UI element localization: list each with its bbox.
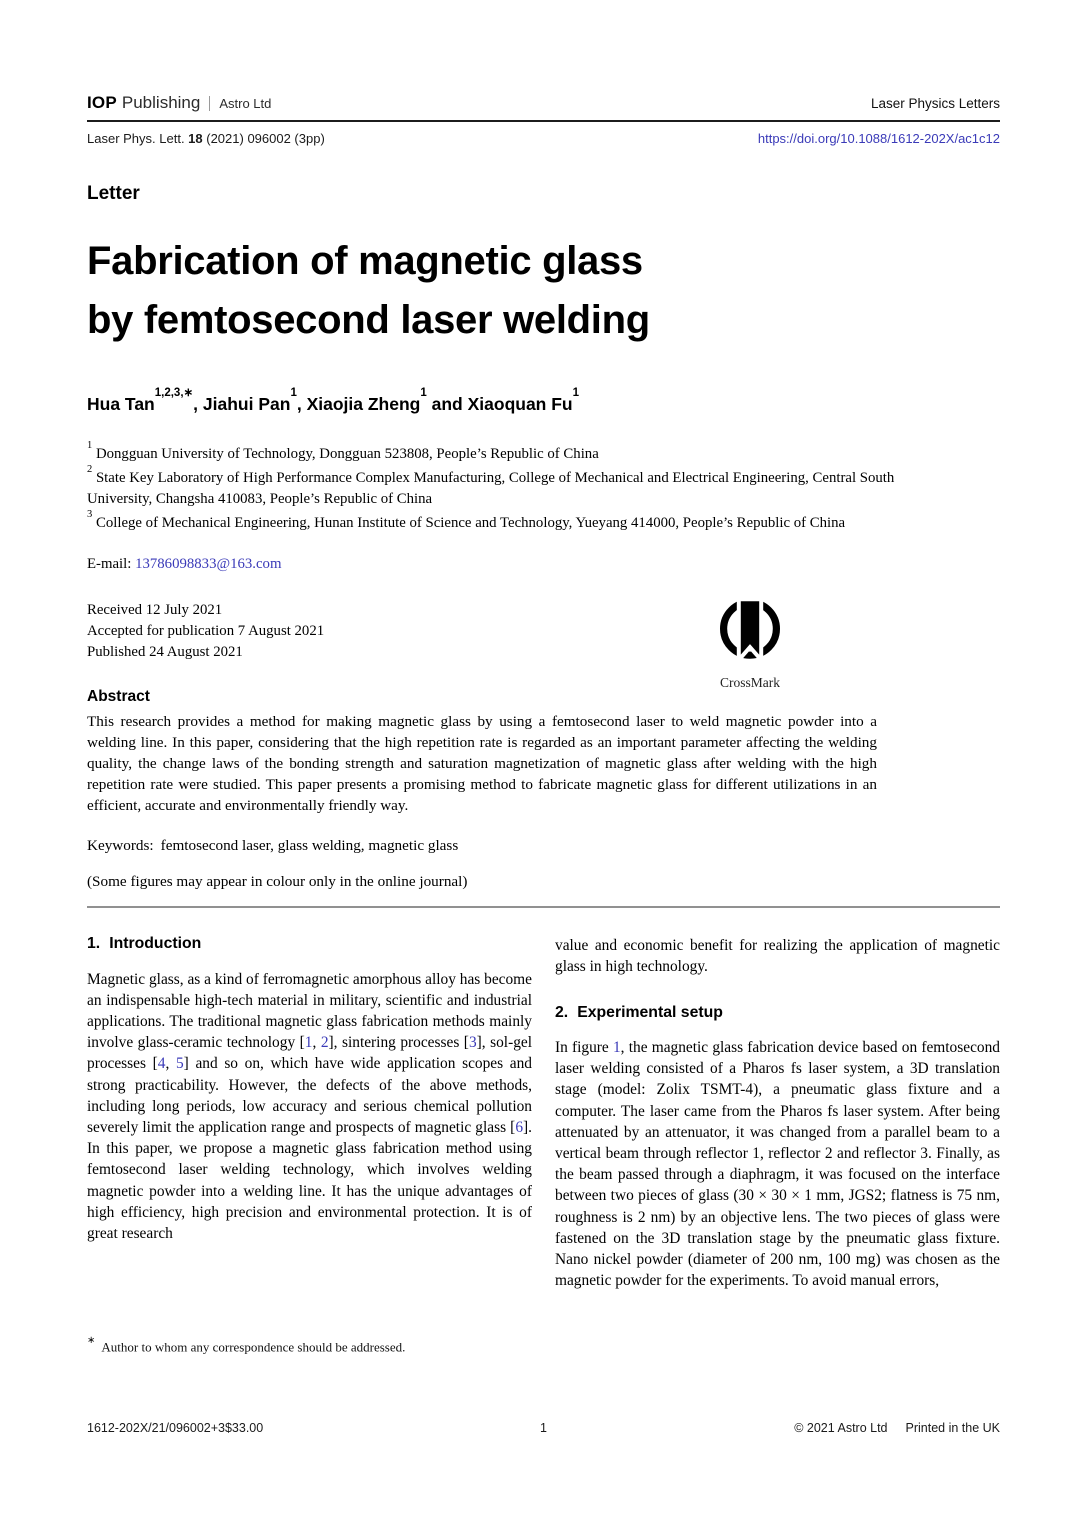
footer-issn-code: 1612-202X/21/096002+3$33.00 (87, 1421, 264, 1435)
reference-link[interactable]: 1 (612, 1039, 621, 1056)
author-affil-marker: 1,2,3,∗ (154, 387, 194, 399)
section-divider-rule (87, 906, 1000, 908)
author-name: Xiaoquan Fu (467, 393, 573, 414)
colour-note: (Some figures may appear in colour only in the online journal) (87, 872, 468, 890)
publisher-logo: IOP (87, 93, 117, 112)
experimental-setup-paragraph: In figure 1, the magnetic glass fabrication device based on femtosecond laser welding consisted of a Pharos fs laser system, a 3D translation stage (model: Zolix TSMT-4), a pneumatic glass fixture and a computer. The laser came from the Pharos fs laser system. After being attenuated by an attenuator, it was changed from a parallel beam to a vertical beam through reflector 1, reflector 2 and reflector 3. Finally, as the beam passed through a diaphragm, it was focused on the interface between two pieces of glass (30 × 30 × 1 mm, JGS2; flatness is 75 nm, roughness is 2 nm) by an objective lens. The two pieces of glass were fastened on the 3D translation stage by the pneumatic glass fixture. Nano nickel powder (diameter of 200 nm, 100 mg) was chosen as the magnetic powder for the experiments. To avoid manual errors, (555, 1039, 1000, 1290)
reference-link[interactable]: 4 (157, 1055, 166, 1073)
abstract-heading: Abstract (87, 687, 150, 705)
reference-link[interactable]: 2 (320, 1034, 329, 1052)
reference-link[interactable]: 3 (468, 1034, 477, 1052)
email-line: E-mail: 13786098833@163.com (87, 555, 282, 572)
author-name: Jiahui Pan (202, 393, 291, 414)
keywords-text: femtosecond laser, glass welding, magnetic glass (160, 836, 459, 854)
keywords-label: Keywords: (87, 836, 154, 854)
author-name: Hua Tan (87, 393, 155, 414)
abstract-text: This research provides a method for making magnetic glass by using a femtosecond laser to weld magnetic powder into a welding line. In this paper, considering that the high repetition rate is regarded as an important parameter affecting the welding quality, the change laws of the bonding strength and saturation magnetization of magnetic glass after welding with the high repetition rate were studied. This paper presents a promising method to fabricate magnetic glass for different utilizations in an efficient, accurate and environmentally friendly way. (87, 712, 877, 814)
masthead (87, 0, 1000, 113)
affiliation: $^1$ Dongguan University of Technology, Dongguan 523808, People’s Republic of China (87, 439, 599, 462)
author-affil-marker: 1 (420, 387, 427, 399)
corresponding-author-footnote: ∗ Author to whom any correspondence should be addressed. (87, 1335, 406, 1355)
accepted-date: Accepted for publication 7 August 2021 (87, 622, 325, 639)
right-column (555, 935, 1000, 1292)
crossmark-icon (710, 595, 790, 669)
reference-link[interactable]: 6 (515, 1119, 524, 1137)
email-link[interactable]: 13786098833@163.com (135, 555, 282, 572)
journal-name: Laser Physics Letters (870, 96, 1000, 111)
reference-link[interactable]: 1 (304, 1034, 313, 1052)
crossmark-badge[interactable] (695, 595, 805, 691)
publisher-name: Publishing (121, 93, 201, 112)
reference-link[interactable]: 5 (175, 1055, 184, 1073)
section-heading-introduction: 1. Introduction (87, 934, 202, 952)
author-list: Hua Tan$^{1,2,3,∗}$, Jiahui Pan$^1$, Xiaojia Zheng$^1$ and Xiaoquan Fu$^1$ (87, 387, 580, 414)
volume-number: 18 (188, 131, 203, 146)
publisher-block (87, 93, 271, 113)
page-footer (87, 1421, 1000, 1435)
section-heading-experimental-setup: 2. Experimental setup (555, 1004, 723, 1021)
crossmark-label: CrossMark (720, 674, 780, 690)
page-number: 1 (540, 1421, 547, 1435)
author-affil-marker: 1 (572, 387, 580, 399)
divider-bar (209, 96, 210, 111)
page-content (87, 0, 1000, 1291)
affiliation: $^2$ State Key Laboratory of High Performance Complex Manufacturing, College of Mechanical and Electrical Engineering, Central South University, Changsha 410083, People’s Republic of China (87, 464, 895, 507)
received-date: Received 12 July 2021 (87, 601, 223, 618)
masthead-rule (87, 120, 1000, 122)
introduction-continuation: value and economic benefit for realizing the application of magnetic glass in high technology. (555, 936, 1000, 975)
author-name: Xiaojia Zheng (306, 393, 421, 414)
article-type-label: Letter (87, 183, 140, 204)
left-column (87, 935, 532, 1292)
keywords-line (87, 837, 1000, 855)
doi-link[interactable]: https://doi.org/10.1088/1612-202X/ac1c12 (757, 131, 1000, 146)
introduction-paragraph: Magnetic glass, as a kind of ferromagnetic amorphous alloy has become an indispensable high-tech material in military, scientific and industrial applications. The traditional magnetic glass fabrication methods mainly involve glass-ceramic technology [1, 2], sintering processes [3], sol-gel processes [4, 5] and so on, which have wide application scopes and strong practicability. However, the defects of the above methods, including long periods, low accuracy and serious chemical pollution severely limit the application range and prospects of magnetic glass [6]. In this paper, we propose a magnetic glass fabrication method using femtosecond laser welding technology, which involves welding magnetic powder into a welding line. It has the unique advantages of high efficiency, high precision and environmental protection. It is of great research (87, 970, 532, 1243)
published-date: Published 24 August 2021 (87, 643, 243, 660)
body-columns (87, 935, 1000, 1292)
affiliation-list (87, 440, 947, 534)
footer-copyright: © 2021 Astro Ltd Printed in the UK (794, 1421, 1001, 1435)
affiliation: $^3$ College of Mechanical Engineering, Hunan Institute of Science and Technology, Yueyang 414000, People’s Republic of China (87, 509, 846, 532)
citation-text: Laser Phys. Lett. 18 (2021) 096002 (3pp) (87, 131, 325, 146)
society-name: Astro Ltd (219, 96, 272, 111)
citation-row (87, 131, 1000, 146)
author-affil-marker: 1 (290, 387, 297, 399)
article-title: Fabrication of magnetic glass by femtosecond laser welding (87, 239, 650, 342)
article-history (87, 600, 1000, 690)
